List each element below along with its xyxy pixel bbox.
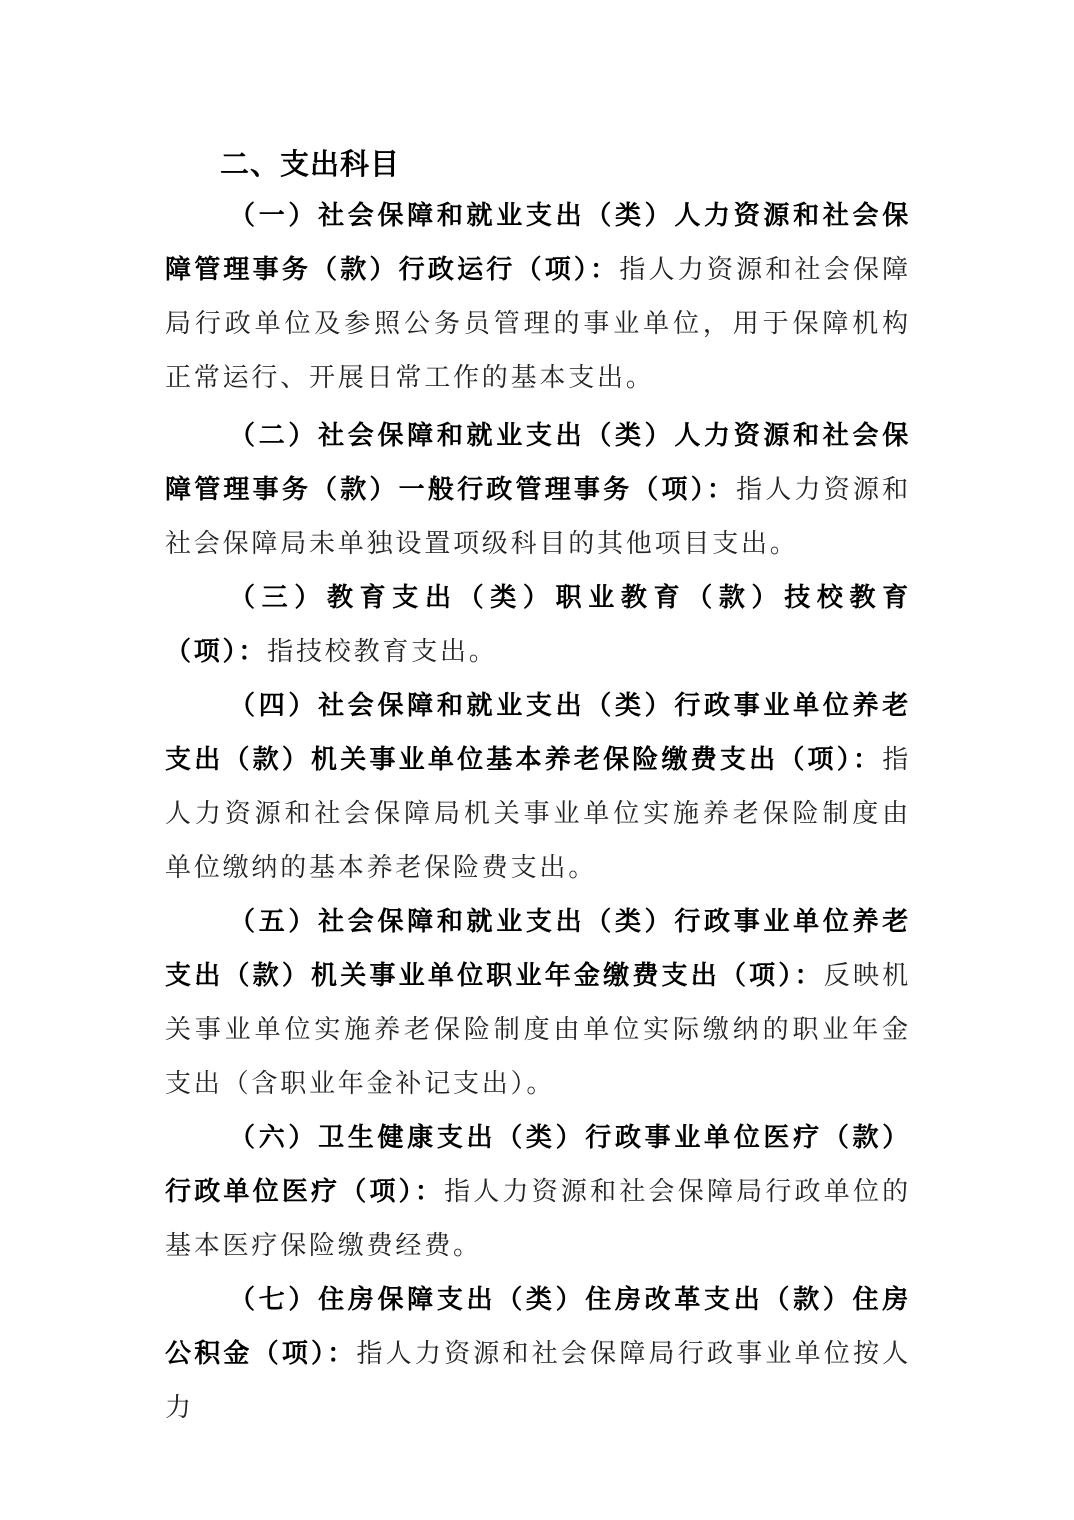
- expenditure-item-5: [165, 895, 911, 1111]
- item-description: 指人力资源和社会保障局行政单位及参照公务员管理的事业单位，用于保障机构正常运行、开展日常工作的基本支出。: [165, 255, 911, 393]
- item-title: （四）社会保障和就业支出（类）行政事业单位养老支出（款）机关事业单位基本养老保险缴费支出（项）：: [165, 691, 911, 775]
- expenditure-item-6: [165, 1111, 911, 1273]
- section-heading: 二、支出科目: [220, 147, 401, 181]
- item-description: 指人力资源和社会保障局未单独设置项级科目的其他项目支出。: [165, 475, 911, 559]
- item-title: （五）社会保障和就业支出（类）行政事业单位养老支出（款）机关事业单位职业年金缴费支出（项）：: [165, 907, 911, 991]
- item-description: 指人力资源和社会保障局行政单位的基本医疗保险缴费经费。: [165, 1177, 911, 1261]
- item-description: 指人力资源和社会保障局机关事业单位实施养老保险制度由单位缴纳的基本养老保险费支出。: [165, 745, 911, 883]
- item-title: （二）社会保障和就业支出（类）人力资源和社会保障管理事务（款）一般行政管理事务（项）：: [165, 421, 911, 505]
- item-title: （六）卫生健康支出（类）行政事业单位医疗（款）行政单位医疗（项）：: [165, 1123, 911, 1207]
- expenditure-item-1: [165, 189, 911, 405]
- item-description: 指技校教育支出。: [267, 637, 498, 667]
- expenditure-item-7: [165, 1273, 911, 1435]
- item-description: 反映机关事业单位实施养老保险制度由单位实际缴纳的职业年金支出（含职业年金补记支出）。: [165, 961, 911, 1099]
- item-title: （七）住房保障支出（类）住房改革支出（款）住房公积金（项）：: [165, 1285, 911, 1369]
- item-title: （一）社会保障和就业支出（类）人力资源和社会保障管理事务（款）行政运行（项）：: [165, 201, 911, 285]
- expenditure-item-4: [165, 679, 911, 895]
- expenditure-item-3: [165, 571, 911, 679]
- item-description: 指人力资源和社会保障局行政事业单位按人力: [165, 1339, 911, 1423]
- expenditure-item-2: [165, 409, 911, 571]
- item-title: （三）教育支出（类）职业教育（款）技校教育（项）：: [165, 583, 911, 667]
